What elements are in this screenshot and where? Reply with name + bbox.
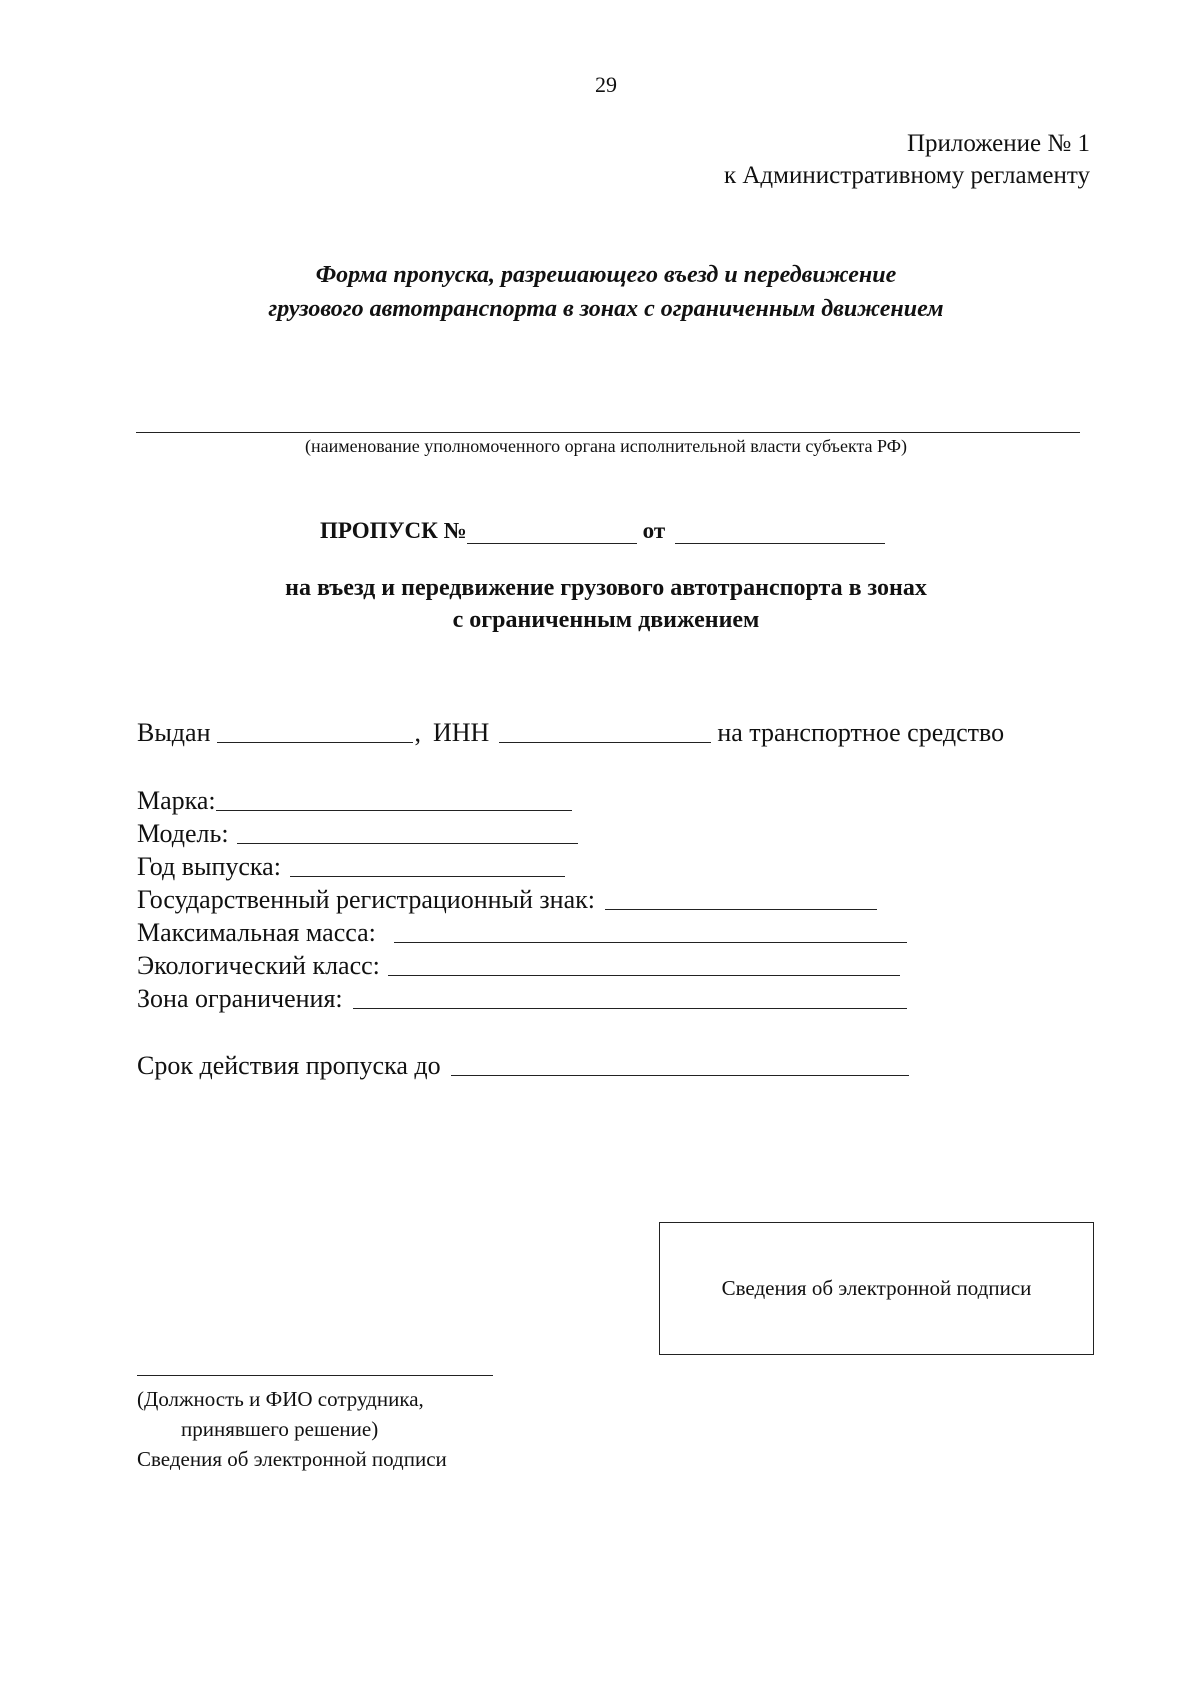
appendix-line-2: к Административному регламенту xyxy=(723,162,1090,189)
max-mass-row xyxy=(137,918,907,948)
appendix-line-1: Приложение № 1 xyxy=(906,130,1090,157)
issued-label: Выдан xyxy=(137,718,211,747)
inn-blank xyxy=(499,741,711,743)
eco-class-blank xyxy=(388,974,900,976)
reg-plate-row xyxy=(137,885,877,915)
official-signature-line xyxy=(137,1375,493,1376)
page-number: 29 xyxy=(595,72,617,97)
electronic-signature-box-label: Сведения об электронной подписи xyxy=(721,1276,1032,1300)
pass-purpose xyxy=(0,572,1200,636)
valid-until-row xyxy=(137,1051,909,1081)
official-caption-line-2: принявшего решение) xyxy=(181,1417,379,1441)
reg-plate-label: Государственный регистрационный знак: xyxy=(137,885,595,914)
official-caption xyxy=(137,1384,447,1474)
valid-until-label: Срок действия пропуска до xyxy=(137,1051,441,1080)
year-row xyxy=(137,852,565,882)
zone-label: Зона ограничения: xyxy=(137,984,343,1013)
form-title-line-1: Форма пропуска, разрешающего въезд и передвижение xyxy=(315,262,897,288)
issued-to-blank xyxy=(217,741,413,743)
inn-label: ИНН xyxy=(433,718,490,747)
year-label: Год выпуска: xyxy=(137,852,281,881)
eco-class-label: Экологический класс: xyxy=(137,951,380,980)
org-name-blank-line xyxy=(136,432,1080,433)
pass-purpose-line-2: с ограниченным движением xyxy=(452,607,760,633)
form-title-line-2: грузового автотранспорта в зонах с ограниченным движением xyxy=(268,296,944,322)
pass-number-blank xyxy=(467,542,637,544)
model-row xyxy=(137,819,578,849)
brand-label: Марка: xyxy=(137,786,216,815)
zone-row xyxy=(137,984,907,1014)
year-blank xyxy=(290,875,565,877)
brand-blank xyxy=(216,809,572,811)
pass-label: ПРОПУСК № xyxy=(320,518,467,543)
reg-plate-blank xyxy=(605,908,877,910)
max-mass-label: Максимальная масса: xyxy=(137,918,376,947)
eco-class-row xyxy=(137,951,900,981)
model-label: Модель: xyxy=(137,819,229,848)
pass-date-blank xyxy=(675,542,885,544)
model-blank xyxy=(237,842,578,844)
brand-row xyxy=(137,786,572,816)
official-caption-line-1: (Должность и ФИО сотрудника, xyxy=(137,1387,424,1411)
issued-row xyxy=(137,718,1004,748)
org-name-caption: (наименование уполномоченного органа исполнительной власти субъекта РФ) xyxy=(305,436,907,456)
zone-blank xyxy=(353,1007,907,1009)
pass-number-row xyxy=(320,518,891,544)
pass-from-label: от xyxy=(642,518,666,543)
electronic-signature-box xyxy=(659,1222,1094,1355)
issued-comma: , xyxy=(414,718,421,747)
valid-until-blank xyxy=(451,1074,909,1076)
vehicle-label: на транспортное средство xyxy=(717,718,1005,747)
official-caption-line-3: Сведения об электронной подписи xyxy=(137,1447,447,1471)
pass-purpose-line-1: на въезд и передвижение грузового автотранспорта в зонах xyxy=(285,575,927,601)
max-mass-blank xyxy=(394,941,907,943)
